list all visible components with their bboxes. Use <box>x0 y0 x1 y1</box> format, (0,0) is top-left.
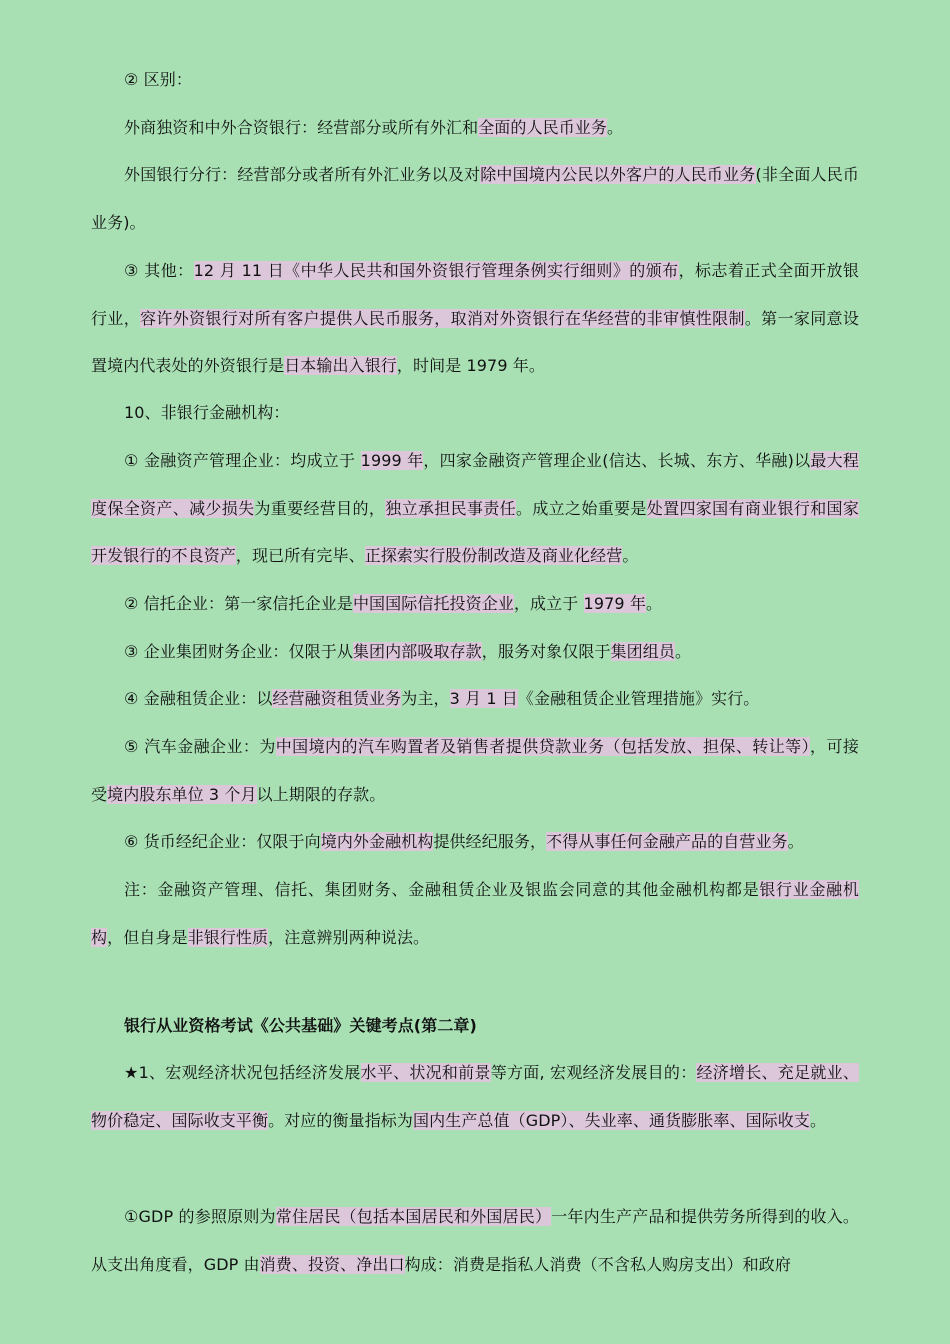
text-run: 外国银行分行：经营部分或者所有外汇业务以及对 <box>124 165 481 184</box>
highlighted-text: 独立承担民事责任 <box>385 498 516 518</box>
highlighted-text: 银行业金融机构 <box>91 880 859 947</box>
highlighted-text: 不得从事任何金融产品的自营业务 <box>546 832 788 851</box>
text-run: ，时间是 1979 年。 <box>396 356 545 375</box>
text-run: ⑥ 货币经纪企业：仅限于向 <box>124 832 321 851</box>
text-run: 一年内生产产品和提供劳务所得到的收入。从支出角度看，GDP 由 <box>91 1207 859 1274</box>
text-run: 外商独资和中外合资银行：经营部分或所有外汇和 <box>124 118 479 137</box>
paragraph-foreign-bank-branches <box>91 151 859 246</box>
text-run: ，服务对象仅限于 <box>481 642 611 661</box>
text-run: 构成：消费是指私人消费（不含私人购房支出）和政府 <box>404 1254 791 1274</box>
highlighted-text: 日本输出入银行 <box>284 356 397 375</box>
highlighted-text: 集团组员 <box>610 642 675 661</box>
text-run: ，标志着正式全面开放银行业， <box>91 261 859 328</box>
highlighted-text: 经营融资租赁业务 <box>272 689 402 708</box>
text-run: 。 <box>645 594 663 613</box>
text-run: ② 区别： <box>124 70 192 89</box>
text-run: ③ 企业集团财务企业：仅限于从 <box>124 642 353 661</box>
paragraph-other <box>91 247 859 390</box>
highlighted-text: 境内外金融机构 <box>320 832 434 851</box>
text-run: 。第一家同意设置境内代表处的外资银行是 <box>91 308 859 375</box>
text-run: ② 信托企业：第一家信托企业是 <box>124 594 353 613</box>
paragraph-group-finance <box>91 628 859 676</box>
paragraph-macro-economy <box>91 1049 859 1144</box>
paragraph-difference-title <box>91 56 859 104</box>
highlighted-text: 3 月 1 日 <box>449 689 518 708</box>
highlighted-text: 集团内部吸取存款 <box>352 642 482 661</box>
text-run: (非全面人民币业务)。 <box>91 165 859 232</box>
highlighted-text: 中国境内的汽车购置者及销售者提供贷款业务（包括发放、担保、转让等） <box>275 737 811 756</box>
paragraph-asset-management <box>91 437 859 580</box>
paragraph-financial-leasing <box>91 675 859 723</box>
text-run: ① 金融资产管理企业：均成立于 <box>124 451 361 470</box>
highlighted-text: 常住居民（包括本国居民和外国居民） <box>275 1207 552 1226</box>
text-run: 银行从业资格考试《公共基础》关键考点(第二章) <box>124 1016 477 1035</box>
text-run: 注：金融资产管理、信托、集团财务、金融租赁企业及银监会同意的其他金融机构都是 <box>124 880 760 899</box>
highlighted-text: 处置四家国有商业银行和国家开发银行的不良资产 <box>91 498 859 565</box>
text-run: 。 <box>607 118 624 137</box>
highlighted-text: 1979 年 <box>583 594 646 613</box>
highlighted-text: 1999 年 <box>360 451 424 470</box>
text-run: ⑤ 汽车金融企业：为 <box>124 737 276 756</box>
highlighted-text: 容许外资银行对所有客户提供人民币服务，取消对外资银行在华经营的非审慎性限制 <box>140 308 745 328</box>
text-run: ，四家金融资产管理企业(信达、长城、东方、华融)以 <box>423 451 811 470</box>
text-run: ③ 其他： <box>124 261 194 280</box>
paragraph-non-bank-title <box>91 389 859 437</box>
paragraph-foreign-owned-banks <box>91 104 859 152</box>
highlighted-text: 国内生产总值（GDP）、失业率、通货膨胀率、国际收支 <box>413 1110 810 1130</box>
text-run: ★1、宏观经济状况包括经济发展 <box>124 1063 361 1082</box>
highlighted-text: 正探索实行股份制改造及商业化经营 <box>364 546 623 565</box>
paragraph-gdp <box>91 1193 859 1288</box>
text-run: ，但自身是 <box>107 927 188 947</box>
text-run: ，现已所有完毕、 <box>235 546 365 565</box>
paragraph-auto-finance <box>91 723 859 818</box>
text-run: ①GDP 的参照原则为 <box>124 1207 276 1226</box>
text-run: ，成立于 <box>513 594 584 613</box>
highlighted-text: 非银行性质 <box>187 927 269 947</box>
text-run: 《金融租赁企业管理措施》实行。 <box>517 689 760 708</box>
highlighted-text: 全面的人民币业务 <box>478 118 608 137</box>
text-run: 为主， <box>401 689 450 708</box>
text-run: 。 <box>622 546 639 565</box>
highlighted-text: 除中国境内公民以外客户的人民币业务 <box>480 165 756 184</box>
paragraph-trust-company <box>91 580 859 628</box>
text-run: ，可接受 <box>91 737 859 804</box>
text-run: 提供经纪服务， <box>433 832 547 851</box>
highlighted-text: 境内股东单位 3 个月 <box>107 784 257 804</box>
text-run: 。对应的衡量指标为 <box>268 1110 414 1130</box>
highlighted-text: 消费、投资、净出口 <box>259 1254 405 1274</box>
text-run: 。 <box>787 832 804 851</box>
text-run: 以上期限的存款。 <box>256 784 386 804</box>
text-run: ，注意辨别两种说法。 <box>268 927 430 947</box>
highlighted-text: 经济增长、充足就业、物价稳定、国际收支平衡 <box>91 1063 859 1130</box>
text-run: 10、非银行金融机构： <box>124 403 290 422</box>
text-run: 。成立之始重要是 <box>515 498 647 518</box>
highlighted-text: 最大程度保全资产、减少损失 <box>91 451 859 518</box>
text-run: 等方面, 宏观经济发展目的： <box>490 1063 697 1082</box>
paragraph-money-broker <box>91 818 859 866</box>
text-run: 。 <box>809 1110 827 1130</box>
highlighted-text: 12 月 11 日《中华人民共和国外资银行管理条例实行细则》的颁布 <box>193 261 679 280</box>
text-run: 。 <box>674 642 692 661</box>
highlighted-text: 水平、状况和前景 <box>360 1063 491 1082</box>
text-run: ④ 金融租赁企业：以 <box>124 689 273 708</box>
paragraph-note <box>91 866 859 961</box>
section-heading <box>91 1002 859 1050</box>
text-run: 为重要经营目的， <box>254 498 386 518</box>
highlighted-text: 中国国际信托投资企业 <box>352 594 514 613</box>
